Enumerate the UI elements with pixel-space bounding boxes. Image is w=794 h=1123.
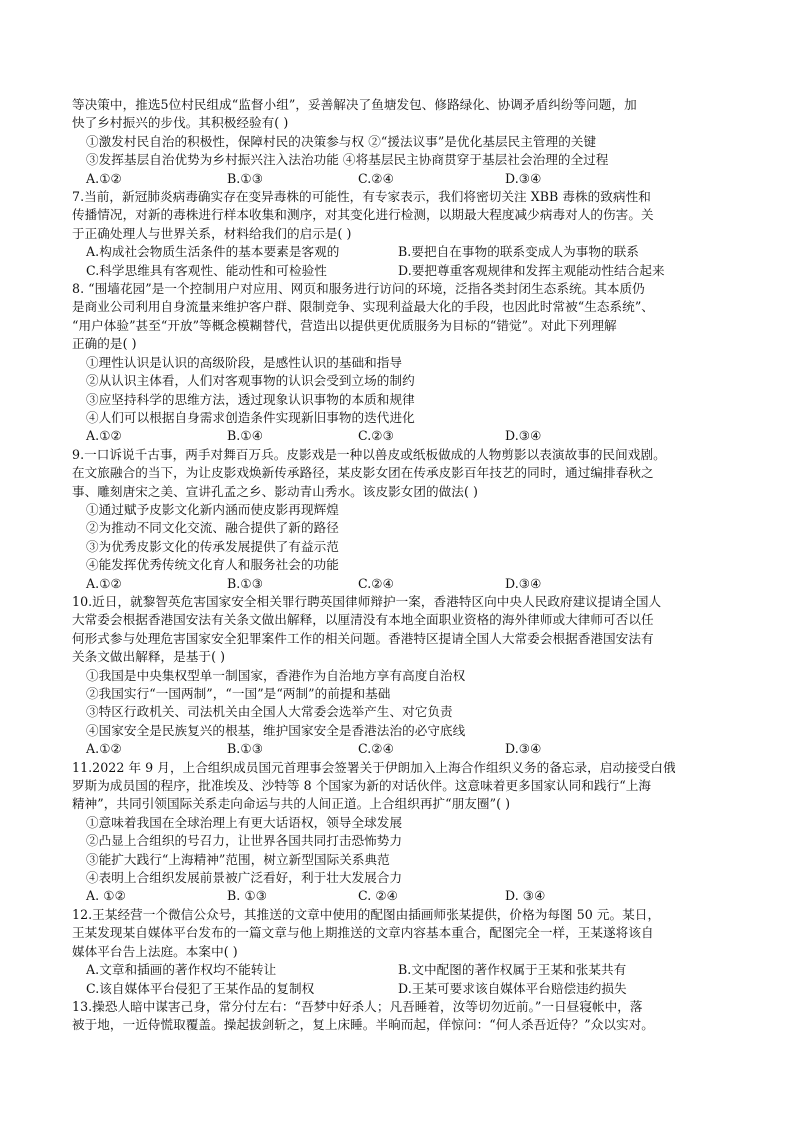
option-d: D.③④	[505, 428, 542, 444]
option-b: B. ①③	[227, 888, 268, 904]
question-6-stem	[72, 96, 732, 133]
stem-line: 大常委会根据香港国安法有关条文做出解释，以厘清没有本地全面职业资格的海外律师或大律师可否以任	[72, 612, 654, 628]
choice-line: ④能发挥优秀传统文化育人和服务社会的功能	[86, 557, 339, 573]
option-row	[72, 427, 732, 445]
text-line: 快了乡村振兴的步伐。其积极经验有( )	[72, 115, 289, 131]
option-a: A.①②	[86, 428, 122, 444]
option-row	[72, 575, 732, 593]
stem-line: 在文旅融合的当下，为让皮影戏焕新传承路径，某皮影女团在传承皮影百年技艺的同时，通过编排春秋之	[72, 465, 654, 481]
option-c: C.②④	[358, 741, 394, 757]
choice-line: ①理性认识是认识的高级阶段，是感性认识的基础和指导	[86, 354, 403, 370]
stem-line: 于正确处理人与世界关系，材料给我们的启示是( )	[72, 225, 352, 241]
stem-line: 传播情况，对新的毒株进行样本收集和测序，对其变化进行检测，以期最大程度减少病毒对人的伤害。关	[72, 207, 654, 223]
stem-line: 精神”，共同引领国际关系走向命运与共的人间正道。上合组织再扩“朋友圈”( )	[72, 796, 511, 812]
question-8	[72, 280, 732, 446]
option-d: D.③④	[505, 170, 542, 186]
stem-line: 关条文做出解释，是基于( )	[72, 649, 226, 665]
stem-line: 8. “围墙花园”是一个控制用户对应用、网页和服务进行访问的环境，泛指各类封闭生态系统。其本质仍	[72, 281, 645, 297]
option-b: B.①④	[227, 428, 264, 444]
choice-line: ②为推动不同文化交流、融合提供了新的路径	[86, 520, 339, 536]
option-b: B.要把自在事物的联系变成人为事物的联系	[398, 244, 639, 260]
option-a: A. ①②	[86, 888, 126, 904]
option-d: D.③④	[505, 741, 542, 757]
stem-line: 11.2022 年 9 月，上合组织成员国元首理事会签署关于伊朗加入上海合作组织义务的备忘录，启动接受白俄	[72, 759, 676, 775]
choice-line: ④人们可以根据自身需求创造条件实现新旧事物的迭代进化	[86, 409, 415, 425]
stem-line: 事、雕刻唐宋之美、宣讲孔孟之乡、影动青山秀水。该皮影女团的做法( )	[72, 483, 478, 499]
choice-line: ②凸显上合组织的号召力，让世界各国共同打击恐怖势力	[86, 833, 403, 849]
option-c: C.科学思维具有客观性、能动性和可检验性	[86, 262, 327, 278]
option-b: B.①③	[227, 741, 264, 757]
option-c: C.②④	[358, 575, 394, 591]
option-d: D. ③④	[505, 888, 546, 904]
choice-line: ③发挥基层自治优势为乡村振兴注入法治功能 ④将基层民主协商贯穿于基层社会治理的全过程	[86, 152, 609, 168]
option-row	[72, 243, 732, 261]
question-12	[72, 906, 732, 998]
choice-line: ①我国是中央集权型单一制国家，香港作为自治地方享有高度自治权	[86, 667, 466, 683]
option-row	[72, 262, 732, 280]
option-a: A.①②	[86, 741, 122, 757]
option-d: D.③④	[505, 575, 542, 591]
choice-line: ②从认识主体看，人们对客观事物的认识会受到立场的制约	[86, 373, 415, 389]
choice-line: ④国家安全是民族复兴的根基，维护国家安全是香港法治的必守底线	[86, 722, 466, 738]
question-9	[72, 446, 732, 593]
question-7	[72, 188, 732, 280]
choice-line: ③能扩大践行“上海精神”范围，树立新型国际关系典范	[86, 851, 390, 867]
stem-line: 被于地，一近侍慌取覆盖。操起拔剑斩之，复上床睡。半晌而起，佯惊问：“何人杀吾近侍？”众以实对。	[72, 1017, 654, 1033]
option-row	[72, 980, 732, 998]
stem-line: 是商业公司利用自身流量来维护客户群、限制竞争、实现利益最大化的手段，也因此时常被“生态系统”、	[72, 299, 654, 315]
option-row	[72, 961, 732, 979]
choice-line: ①激发村民自治的积极性，保障村民的决策参与权 ②“援法议事”是优化基层民主管理的关键	[86, 133, 597, 149]
question-11	[72, 759, 732, 906]
stem-line: 正确的是( )	[72, 336, 137, 352]
option-row	[72, 740, 732, 758]
option-a: A.①②	[86, 575, 122, 591]
option-d: D.王某可要求该自媒体平台赔偿违约损失	[398, 980, 627, 996]
choice-line: ③为优秀皮影文化的传承发展提供了有益示范	[86, 538, 339, 554]
stem-line: 罗斯为成员国的程序，批准埃及、沙特等 8 个国家为新的对话伙伴。这意味着更多国家认同和践行“上海	[72, 778, 651, 794]
option-a: A.①②	[86, 170, 122, 186]
stem-line: 10.近日，就黎智英危害国家安全相关罪行聘英国律师辩护一案，香港特区向中央人民政府建议提请全国人	[72, 593, 662, 609]
option-b: B.①③	[227, 170, 264, 186]
option-b: B.①③	[227, 575, 264, 591]
question-10	[72, 593, 732, 759]
stem-line: “用户体验”甚至“开放”等概念模糊替代，营造出以提供更优质服务为目标的“错觉”。对此下列理解	[72, 317, 617, 333]
choice-line: ①通过赋予皮影文化新内涵而使皮影再现辉煌	[86, 501, 339, 517]
option-c: C.②③	[358, 428, 394, 444]
option-d: D.要把尊重客观规律和发挥主观能动性结合起来	[398, 262, 665, 278]
choice-line: ③应坚持科学的思维方法，透过现象认识事物的本质和规律	[86, 391, 415, 407]
option-c: C.该自媒体平台侵犯了王某作品的复制权	[86, 980, 315, 996]
option-c: C.②④	[358, 170, 394, 186]
stem-line: 13.操恐人暗中谋害己身，常分付左右：“吾梦中好杀人；凡吾睡着，汝等切勿近前。”一日昼寝帐中，落	[72, 998, 643, 1014]
exam-page	[72, 96, 732, 1035]
question-6-options	[72, 170, 732, 188]
question-13	[72, 998, 732, 1035]
stem-line: 12.王某经营一个微信公众号，其推送的文章中使用的配图由插画师张某提供，价格为每图 50 元。某日，	[72, 906, 661, 922]
text-line: 等决策中，推选5位村民组成“监督小组”，妥善解决了鱼塘发包、修路绿化、协调矛盾纠纷等问题，加	[72, 97, 637, 112]
choice-line: ①意味着我国在全球治理上有更大话语权，领导全球发展	[86, 814, 403, 830]
option-row	[72, 887, 732, 905]
stem-line: 王某发现某自媒体平台发布的一篇文章与他上期推送的文章内容基本重合，配图完全一样，王某遂将该自	[72, 925, 654, 941]
option-c: C. ②④	[358, 888, 399, 904]
stem-line: 7.当前，新冠肺炎病毒确实存在变异毒株的可能性，有专家表示，我们将密切关注 XBB 毒株的致病性和	[72, 189, 651, 205]
stem-line: 何形式参与处理危害国家安全犯罪案件工作的相关问题。香港特区提请全国人大常委会根据香港国安法有	[72, 630, 654, 646]
stem-line: 9.一口诉说千古事，两手对舞百万兵。皮影戏是一种以兽皮或纸板做成的人物剪影以表演故事的民间戏剧。	[72, 446, 666, 462]
choice-line: ②我国实行“一国两制”，“一国”是“两制”的前提和基础	[86, 686, 391, 701]
choice-line: ③特区行政机关、司法机关由全国人大常委会选举产生、对它负责	[86, 704, 453, 720]
option-a: A.文章和插画的著作权均不能转让	[86, 962, 277, 978]
option-a: A.构成社会物质生活条件的基本要素是客观的	[86, 244, 340, 260]
option-b: B.文中配图的著作权属于王某和张某共有	[398, 962, 627, 978]
stem-line: 媒体平台告上法庭。本案中( )	[72, 943, 238, 959]
question-6-choices	[72, 133, 732, 170]
choice-line: ④表明上合组织发展前景被广泛看好，利于壮大发展合力	[86, 870, 403, 886]
